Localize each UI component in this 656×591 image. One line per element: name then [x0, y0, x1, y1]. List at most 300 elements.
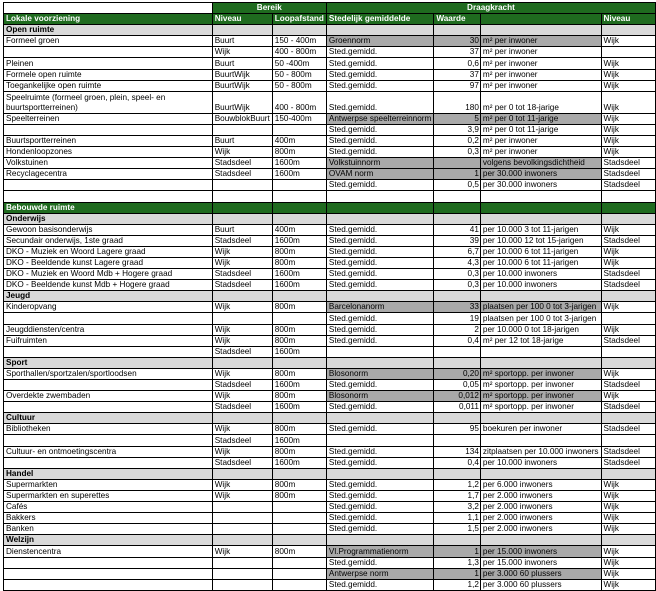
niveau-draagkracht-cell: Wijk — [601, 113, 655, 124]
voorziening-cell: Recyclagecentra — [4, 169, 213, 180]
loopafstand-cell: 150 - 400m — [272, 36, 326, 47]
niveau-draagkracht-cell: Wijk — [601, 557, 655, 568]
header-filler-cell — [272, 535, 326, 546]
header-filler-cell — [326, 202, 433, 213]
niveau-draagkracht-cell: Wijk — [601, 257, 655, 268]
table-body — [4, 25, 656, 591]
header-filler-cell — [480, 535, 601, 546]
table-row — [4, 246, 656, 257]
norm-cell: Sted.gemidd. — [326, 91, 433, 113]
waarde-cell: 4,3 — [434, 257, 481, 268]
header-filler-cell — [212, 202, 272, 213]
waarde-cell: 2 — [434, 324, 481, 335]
header-filler-cell — [434, 535, 481, 546]
niveau-cell — [212, 124, 272, 135]
niveau-cell — [212, 568, 272, 579]
category-header-row — [4, 535, 656, 546]
voorziening-cell — [4, 568, 213, 579]
category-header-row — [4, 357, 656, 368]
table-row — [4, 391, 656, 402]
norm-cell: Sted.gemidd. — [326, 135, 433, 146]
niveau-draagkracht-cell: Stadsdeel — [601, 380, 655, 391]
header-filler-cell — [434, 25, 481, 36]
header-filler-cell — [434, 357, 481, 368]
column-header-niveau-draagkracht: Niveau — [601, 14, 655, 25]
eenheid-cell: per 15.000 inwoners — [480, 546, 601, 557]
niveau-cell: Wijk — [212, 391, 272, 402]
niveau-cell: Wijk — [212, 246, 272, 257]
loopafstand-cell: 800m — [272, 479, 326, 490]
header-filler-cell — [480, 413, 601, 424]
niveau-cell: Wijk — [212, 446, 272, 457]
table-row — [4, 557, 656, 568]
niveau-cell: Stadsdeel — [212, 169, 272, 180]
loopafstand-cell: 1600m — [272, 346, 326, 357]
loopafstand-cell — [272, 124, 326, 135]
waarde-cell: 33 — [434, 302, 481, 313]
norm-cell: Volkstuinnorm — [326, 158, 433, 169]
eenheid-cell: per 10.000 0 tot 18-jarigen — [480, 324, 601, 335]
voorziening-cell: Supermarkten — [4, 479, 213, 490]
section-header-row — [4, 202, 656, 213]
header-group-draagkracht: Draagkracht — [326, 3, 655, 14]
norm-cell: Antwerpse speelterreinnorm — [326, 113, 433, 124]
niveau-cell: Stadsdeel — [212, 158, 272, 169]
niveau-cell: Stadsdeel — [212, 435, 272, 446]
norm-cell: Sted.gemidd. — [326, 446, 433, 457]
norm-cell: Barcelonanorm — [326, 302, 433, 313]
eenheid-cell: m² per inwoner — [480, 58, 601, 69]
waarde-cell: 0,4 — [434, 457, 481, 468]
norm-cell: OVAM norm — [326, 169, 433, 180]
norm-cell: Sted.gemidd. — [326, 124, 433, 135]
column-header-stedelijk-gemiddelde: Stedelijk gemiddelde — [326, 14, 433, 25]
header-filler-cell — [480, 357, 601, 368]
voorziening-cell: Gewoon basisonderwijs — [4, 224, 213, 235]
loopafstand-cell: 50 - 800m — [272, 80, 326, 91]
norm-cell: Sted.gemidd. — [326, 313, 433, 324]
header-group-row — [4, 3, 656, 14]
norm-cell: Sted.gemidd. — [326, 557, 433, 568]
loopafstand-cell: 800m — [272, 446, 326, 457]
table-row — [4, 335, 656, 346]
voorziening-cell: Pleinen — [4, 58, 213, 69]
niveau-draagkracht-cell: Stadsdeel — [601, 269, 655, 280]
loopafstand-cell — [272, 513, 326, 524]
niveau-cell: BuurtWijk — [212, 80, 272, 91]
table-row — [4, 302, 656, 313]
waarde-cell: 1,1 — [434, 513, 481, 524]
norm-cell: Sted.gemidd. — [326, 58, 433, 69]
table-row — [4, 257, 656, 268]
niveau-draagkracht-cell: Wijk — [601, 124, 655, 135]
table-row — [4, 47, 656, 58]
header-filler-cell — [326, 413, 433, 424]
waarde-cell: 0,4 — [434, 335, 481, 346]
niveau-cell: Wijk — [212, 257, 272, 268]
eenheid-cell: per 3.000 60 plussers — [480, 579, 601, 590]
voorziening-cell: Cultuur- en ontmoetingscentra — [4, 446, 213, 457]
loopafstand-cell — [272, 524, 326, 535]
spacer-row — [4, 191, 656, 202]
niveau-cell — [212, 513, 272, 524]
waarde-cell: 0,011 — [434, 402, 481, 413]
voorziening-cell: Toegankelijke open ruimte — [4, 80, 213, 91]
niveau-cell: Buurt — [212, 36, 272, 47]
niveau-cell: Stadsdeel — [212, 457, 272, 468]
table-row — [4, 235, 656, 246]
voorziening-cell: Fuifruimten — [4, 335, 213, 346]
norm-cell: Sted.gemidd. — [326, 524, 433, 535]
eenheid-cell: per 10.000 6 tot 11-jarigen — [480, 257, 601, 268]
niveau-cell: Wijk — [212, 47, 272, 58]
header-filler-cell — [326, 291, 433, 302]
table-row — [4, 313, 656, 324]
waarde-cell: 39 — [434, 235, 481, 246]
niveau-cell: BuurtWijk — [212, 91, 272, 113]
category-title: Sport — [4, 357, 213, 368]
header-filler-cell — [601, 413, 655, 424]
header-filler-cell — [480, 213, 601, 224]
niveau-cell: Buurt — [212, 224, 272, 235]
niveau-cell: Wijk — [212, 479, 272, 490]
niveau-cell: Stadsdeel — [212, 269, 272, 280]
table-row — [4, 280, 656, 291]
voorziening-cell: Volkstuinen — [4, 158, 213, 169]
eenheid-cell: m² sportopp. per inwoner — [480, 402, 601, 413]
waarde-cell — [434, 435, 481, 446]
niveau-cell: Stadsdeel — [212, 380, 272, 391]
voorziening-cell — [4, 557, 213, 568]
eenheid-cell: m² sportopp. per inwoner — [480, 368, 601, 379]
niveau-cell — [212, 557, 272, 568]
eenheid-cell: per 3.000 60 plussers — [480, 568, 601, 579]
table-row — [4, 324, 656, 335]
niveau-draagkracht-cell: Wijk — [601, 224, 655, 235]
niveau-draagkracht-cell: Wijk — [601, 568, 655, 579]
loopafstand-cell: 800m — [272, 147, 326, 158]
niveau-cell: Stadsdeel — [212, 402, 272, 413]
norm-cell: Sted.gemidd. — [326, 235, 433, 246]
waarde-cell: 19 — [434, 313, 481, 324]
waarde-cell: 0,012 — [434, 391, 481, 402]
table-row — [4, 524, 656, 535]
waarde-cell: 1 — [434, 169, 481, 180]
table-row — [4, 346, 656, 357]
niveau-draagkracht-cell: Wijk — [601, 368, 655, 379]
loopafstand-cell — [272, 568, 326, 579]
niveau-cell — [212, 313, 272, 324]
norm-cell: Sted.gemidd. — [326, 80, 433, 91]
header-filler-cell — [272, 357, 326, 368]
category-title: Onderwijs — [4, 213, 213, 224]
niveau-draagkracht-cell: Wijk — [601, 490, 655, 501]
loopafstand-cell: 400 - 800m — [272, 91, 326, 113]
header-blank-cell — [4, 3, 213, 14]
eenheid-cell: m² per 0 tot 11-jarige — [480, 113, 601, 124]
table-row — [4, 479, 656, 490]
waarde-cell: 0,05 — [434, 380, 481, 391]
voorziening-cell — [4, 124, 213, 135]
waarde-cell — [434, 158, 481, 169]
column-header-eenheid — [480, 14, 601, 25]
header-filler-cell — [434, 413, 481, 424]
niveau-draagkracht-cell: Stadsdeel — [601, 169, 655, 180]
voorziening-cell: Supermarkten en superettes — [4, 490, 213, 501]
voorziening-cell: Sporthallen/sportzalen/sportloodsen — [4, 368, 213, 379]
eenheid-cell: m² per 0 tot 11-jarige — [480, 124, 601, 135]
header-filler-cell — [480, 25, 601, 36]
category-header-row — [4, 213, 656, 224]
loopafstand-cell: 800m — [272, 335, 326, 346]
voorziening-cell: Banken — [4, 524, 213, 535]
niveau-draagkracht-cell: Wijk — [601, 524, 655, 535]
header-filler-cell — [601, 25, 655, 36]
table-row — [4, 513, 656, 524]
norm-cell — [326, 346, 433, 357]
header-filler-cell — [326, 535, 433, 546]
spacer-cell — [326, 191, 433, 202]
waarde-cell: 0,6 — [434, 58, 481, 69]
norm-cell: Sted.gemidd. — [326, 479, 433, 490]
norm-cell: Sted.gemidd. — [326, 47, 433, 58]
header-filler-cell — [601, 357, 655, 368]
loopafstand-cell: 1600m — [272, 457, 326, 468]
category-title: Open ruimte — [4, 25, 213, 36]
waarde-cell: 95 — [434, 424, 481, 435]
niveau-cell — [212, 180, 272, 191]
norm-cell: Sted.gemidd. — [326, 269, 433, 280]
voorziening-cell: Speelterreinen — [4, 113, 213, 124]
category-title: Cultuur — [4, 413, 213, 424]
loopafstand-cell: 800m — [272, 546, 326, 557]
loopafstand-cell: 400m — [272, 224, 326, 235]
table-row — [4, 424, 656, 435]
loopafstand-cell — [272, 502, 326, 513]
eenheid-cell: m² sportopp. per inwoner — [480, 391, 601, 402]
norm-cell: Sted.gemidd. — [326, 246, 433, 257]
table-row — [4, 80, 656, 91]
norm-cell: Sted.gemidd. — [326, 402, 433, 413]
norm-cell: Sted.gemidd. — [326, 490, 433, 501]
niveau-cell: Wijk — [212, 324, 272, 335]
header-filler-cell — [272, 213, 326, 224]
norm-cell: Sted.gemidd. — [326, 324, 433, 335]
norm-cell: Vl.Programmatienorm — [326, 546, 433, 557]
eenheid-cell: per 6.000 inwoners — [480, 479, 601, 490]
norm-cell: Sted.gemidd. — [326, 147, 433, 158]
norm-cell: Sted.gemidd. — [326, 335, 433, 346]
waarde-cell: 1 — [434, 568, 481, 579]
voorziening-cell: Formeel groen — [4, 36, 213, 47]
header-filler-cell — [272, 413, 326, 424]
niveau-draagkracht-cell: Stadsdeel — [601, 424, 655, 435]
category-title: Handel — [4, 468, 213, 479]
voorziening-cell: Bakkers — [4, 513, 213, 524]
voorziening-cell: Hondenloopzones — [4, 147, 213, 158]
waarde-cell: 97 — [434, 80, 481, 91]
header-filler-cell — [601, 468, 655, 479]
eenheid-cell: boekuren per inwoner — [480, 424, 601, 435]
niveau-draagkracht-cell: Wijk — [601, 546, 655, 557]
norm-cell: Sted.gemidd. — [326, 424, 433, 435]
niveau-draagkracht-cell: Wijk — [601, 147, 655, 158]
header-filler-cell — [212, 357, 272, 368]
voorziening-cell: Secundair onderwijs, 1ste graad — [4, 235, 213, 246]
spacer-cell — [272, 191, 326, 202]
loopafstand-cell — [272, 557, 326, 568]
loopafstand-cell: 1600m — [272, 380, 326, 391]
niveau-draagkracht-cell: Stadsdeel — [601, 158, 655, 169]
header-filler-cell — [326, 25, 433, 36]
eenheid-cell: per 10.000 3 tot 11-jarigen — [480, 224, 601, 235]
header-filler-cell — [434, 202, 481, 213]
eenheid-cell: m² per inwoner — [480, 69, 601, 80]
loopafstand-cell: 800m — [272, 302, 326, 313]
spacer-cell — [480, 191, 601, 202]
eenheid-cell: per 2.000 inwoners — [480, 524, 601, 535]
header-filler-cell — [434, 468, 481, 479]
header-filler-cell — [480, 202, 601, 213]
niveau-draagkracht-cell: Stadsdeel — [601, 457, 655, 468]
eenheid-cell: per 30.000 inwoners — [480, 180, 601, 191]
waarde-cell: 0,3 — [434, 269, 481, 280]
header-filler-cell — [480, 468, 601, 479]
niveau-draagkracht-cell: Wijk — [601, 36, 655, 47]
header-filler-cell — [434, 291, 481, 302]
table-row — [4, 380, 656, 391]
waarde-cell: 1 — [434, 546, 481, 557]
niveau-cell: Wijk — [212, 147, 272, 158]
eenheid-cell — [480, 435, 601, 446]
eenheid-cell: per 15.000 inwoners — [480, 557, 601, 568]
voorziening-cell: Speelruimte (formeel groen, plein, speel- en buurtsportterreinen) — [4, 91, 213, 113]
eenheid-cell: per 10.000 inwoners — [480, 457, 601, 468]
waarde-cell: 41 — [434, 224, 481, 235]
niveau-draagkracht-cell — [601, 346, 655, 357]
table-row — [4, 58, 656, 69]
niveau-draagkracht-cell: Wijk — [601, 502, 655, 513]
loopafstand-cell: 1600m — [272, 402, 326, 413]
loopafstand-cell — [272, 180, 326, 191]
norm-cell: Sted.gemidd. — [326, 502, 433, 513]
voorziening-cell: DKO - Beeldende kunst Lagere graad — [4, 257, 213, 268]
loopafstand-cell: 800m — [272, 257, 326, 268]
header-filler-cell — [326, 357, 433, 368]
eenheid-cell: m² per inwoner — [480, 36, 601, 47]
niveau-cell: Stadsdeel — [212, 346, 272, 357]
waarde-cell: 6,7 — [434, 246, 481, 257]
waarde-cell: 1,5 — [434, 524, 481, 535]
loopafstand-cell: 1600m — [272, 435, 326, 446]
niveau-draagkracht-cell: Wijk — [601, 135, 655, 146]
column-header-loopafstand: Loopafstand — [272, 14, 326, 25]
loopafstand-cell — [272, 313, 326, 324]
waarde-cell: 5 — [434, 113, 481, 124]
waarde-cell: 0,3 — [434, 147, 481, 158]
loopafstand-cell: 1600m — [272, 169, 326, 180]
loopafstand-cell: 800m — [272, 368, 326, 379]
niveau-cell: Wijk — [212, 368, 272, 379]
waarde-cell: 180 — [434, 91, 481, 113]
niveau-draagkracht-cell: Wijk — [601, 324, 655, 335]
voorziening-cell — [4, 435, 213, 446]
voorziening-cell: DKO - Muziek en Woord Mdb + Hogere graad — [4, 269, 213, 280]
voorziening-cell: Bibliotheken — [4, 424, 213, 435]
eenheid-cell: plaatsen per 100 0 tot 3-jarigen — [480, 302, 601, 313]
niveau-cell: BuurtWijk — [212, 69, 272, 80]
category-header-row — [4, 291, 656, 302]
eenheid-cell: m² per 0 tot 18-jarige — [480, 91, 601, 113]
norm-cell: Sted.gemidd. — [326, 457, 433, 468]
table-row — [4, 269, 656, 280]
niveau-cell: Wijk — [212, 424, 272, 435]
waarde-cell: 37 — [434, 69, 481, 80]
norm-cell: Sted.gemidd. — [326, 257, 433, 268]
waarde-cell: 0,3 — [434, 280, 481, 291]
header-filler-cell — [212, 468, 272, 479]
voorziening-cell: Formele open ruimte — [4, 69, 213, 80]
eenheid-cell — [480, 346, 601, 357]
voorzieningen-table — [3, 2, 656, 591]
loopafstand-cell: 800m — [272, 324, 326, 335]
norm-cell: Sted.gemidd. — [326, 224, 433, 235]
loopafstand-cell: 50 - 800m — [272, 69, 326, 80]
table-row — [4, 457, 656, 468]
eenheid-cell: per 10.000 inwoners — [480, 280, 601, 291]
loopafstand-cell: 400 - 800m — [272, 47, 326, 58]
category-title: Welzijn — [4, 535, 213, 546]
niveau-draagkracht-cell: Wijk — [601, 579, 655, 590]
category-header-row — [4, 468, 656, 479]
niveau-cell — [212, 502, 272, 513]
loopafstand-cell: 800m — [272, 490, 326, 501]
niveau-cell: Stadsdeel — [212, 235, 272, 246]
niveau-draagkracht-cell: Stadsdeel — [601, 446, 655, 457]
voorziening-cell: Kinderopvang — [4, 302, 213, 313]
niveau-cell: Stadsdeel — [212, 280, 272, 291]
niveau-cell: Buurt — [212, 135, 272, 146]
loopafstand-cell: 800m — [272, 424, 326, 435]
voorziening-cell: DKO - Muziek en Woord Lagere graad — [4, 246, 213, 257]
niveau-draagkracht-cell — [601, 435, 655, 446]
waarde-cell: 37 — [434, 47, 481, 58]
niveau-draagkracht-cell: Wijk — [601, 246, 655, 257]
eenheid-cell: per 2.000 inwoners — [480, 513, 601, 524]
voorziening-cell — [4, 180, 213, 191]
table-row — [4, 113, 656, 124]
niveau-draagkracht-cell: Stadsdeel — [601, 235, 655, 246]
section-title: Bebouwde ruimte — [4, 202, 213, 213]
norm-cell: Sted.gemidd. — [326, 69, 433, 80]
spacer-cell — [212, 191, 272, 202]
eenheid-cell: m² per inwoner — [480, 80, 601, 91]
header-filler-cell — [212, 213, 272, 224]
header-filler-cell — [272, 468, 326, 479]
waarde-cell: 1,2 — [434, 479, 481, 490]
norm-cell: Sted.gemidd. — [326, 180, 433, 191]
table-row — [4, 169, 656, 180]
table-row — [4, 158, 656, 169]
eenheid-cell: m² per inwoner — [480, 47, 601, 58]
table-row — [4, 368, 656, 379]
table-row — [4, 490, 656, 501]
table-row — [4, 180, 656, 191]
niveau-draagkracht-cell: Wijk — [601, 91, 655, 113]
loopafstand-cell: 800m — [272, 391, 326, 402]
voorziening-cell — [4, 380, 213, 391]
header-filler-cell — [272, 291, 326, 302]
